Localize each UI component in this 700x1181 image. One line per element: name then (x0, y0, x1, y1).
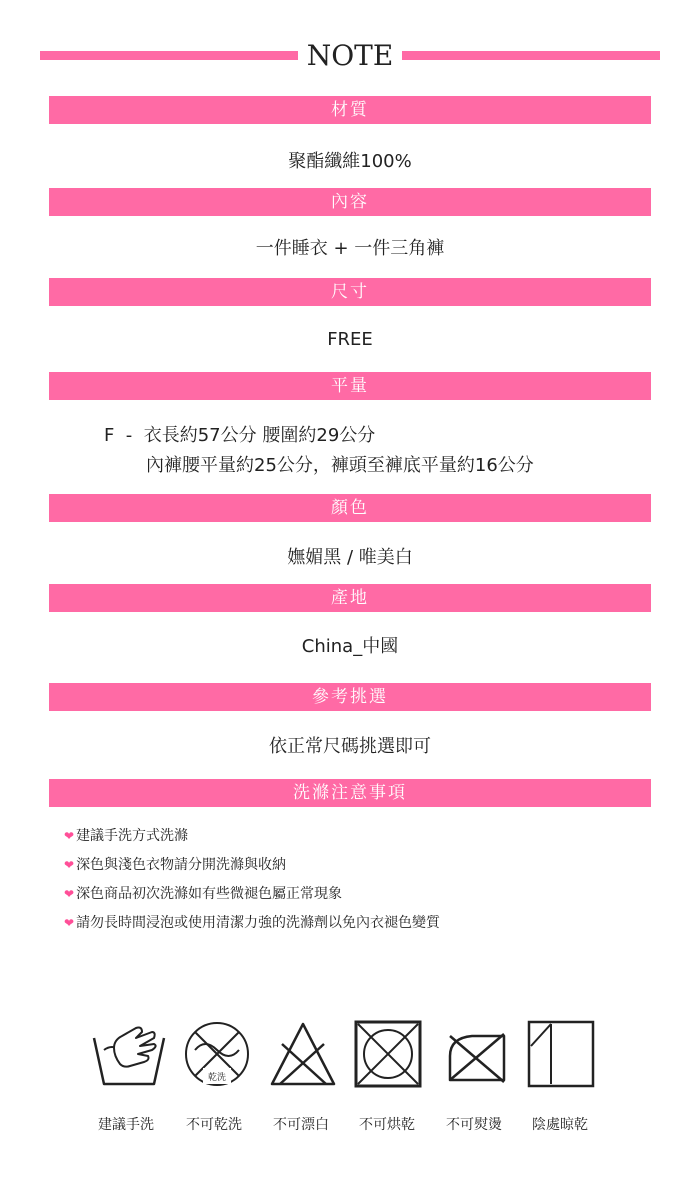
header-bar-right (402, 51, 660, 60)
material-value: 聚酯纖維100% (288, 151, 412, 172)
header-bar-left (40, 51, 298, 60)
no-bleach-label: 不可漂白 (273, 1117, 329, 1133)
content-value: 一件睡衣 + 一件三角褲 (255, 238, 445, 259)
section-header-color: 顏色 (49, 494, 651, 522)
no-dry-clean-icon (183, 1020, 251, 1088)
hand-wash-label: 建議手洗 (98, 1117, 154, 1133)
no-tumble-dry-label: 不可烘乾 (359, 1117, 415, 1133)
page-title: NOTE (306, 39, 394, 72)
heart-icon: ❤ (64, 887, 75, 901)
section-header-origin: 產地 (49, 584, 651, 612)
no-bleach-icon (268, 1020, 338, 1088)
origin-value: China_中國 (301, 636, 399, 657)
measure-line-2: 內褲腰平量約25公分，褲頭至褲底平量約16公分 (146, 455, 534, 476)
heart-icon: ❤ (64, 916, 75, 930)
heart-icon: ❤ (64, 829, 75, 843)
shade-dry-icon (527, 1020, 595, 1088)
no-tumble-dry-icon (354, 1020, 422, 1088)
no-iron-icon (442, 1020, 512, 1088)
list-item: ❤ 深色商品初次洗滌如有些微褪色屬正常現象 (64, 886, 343, 902)
section-header-reference: 參考挑選 (49, 683, 651, 711)
dry-clean-icon-text: 乾洗 (207, 1073, 227, 1083)
section-header-measure: 平量 (49, 372, 651, 400)
shade-dry-label: 陰處晾乾 (532, 1117, 588, 1133)
care-instructions-list (64, 822, 440, 938)
section-header-material: 材質 (49, 96, 651, 124)
heart-icon: ❤ (64, 858, 75, 872)
note-header (40, 38, 660, 74)
measure-line-1: F - 衣長約57公分 腰圍約29公分 (104, 425, 376, 446)
hand-wash-icon (90, 1020, 168, 1088)
no-iron-label: 不可熨燙 (446, 1117, 502, 1133)
no-dry-clean-label: 不可乾洗 (186, 1117, 242, 1133)
list-item: ❤ 深色與淺色衣物請分開洗滌與收納 (64, 857, 287, 873)
list-item: ❤ 建議手洗方式洗滌 (64, 828, 189, 844)
color-value: 嫵媚黑 / 唯美白 (287, 547, 413, 568)
reference-value: 依正常尺碼挑選即可 (269, 736, 431, 757)
section-header-size: 尺寸 (49, 278, 651, 306)
list-item: ❤ 請勿長時間浸泡或使用清潔力強的洗滌劑以免內衣褪色變質 (64, 915, 441, 931)
size-value: FREE (327, 329, 373, 350)
section-header-content: 內容 (49, 188, 651, 216)
section-header-care: 洗滌注意事項 (49, 779, 651, 807)
